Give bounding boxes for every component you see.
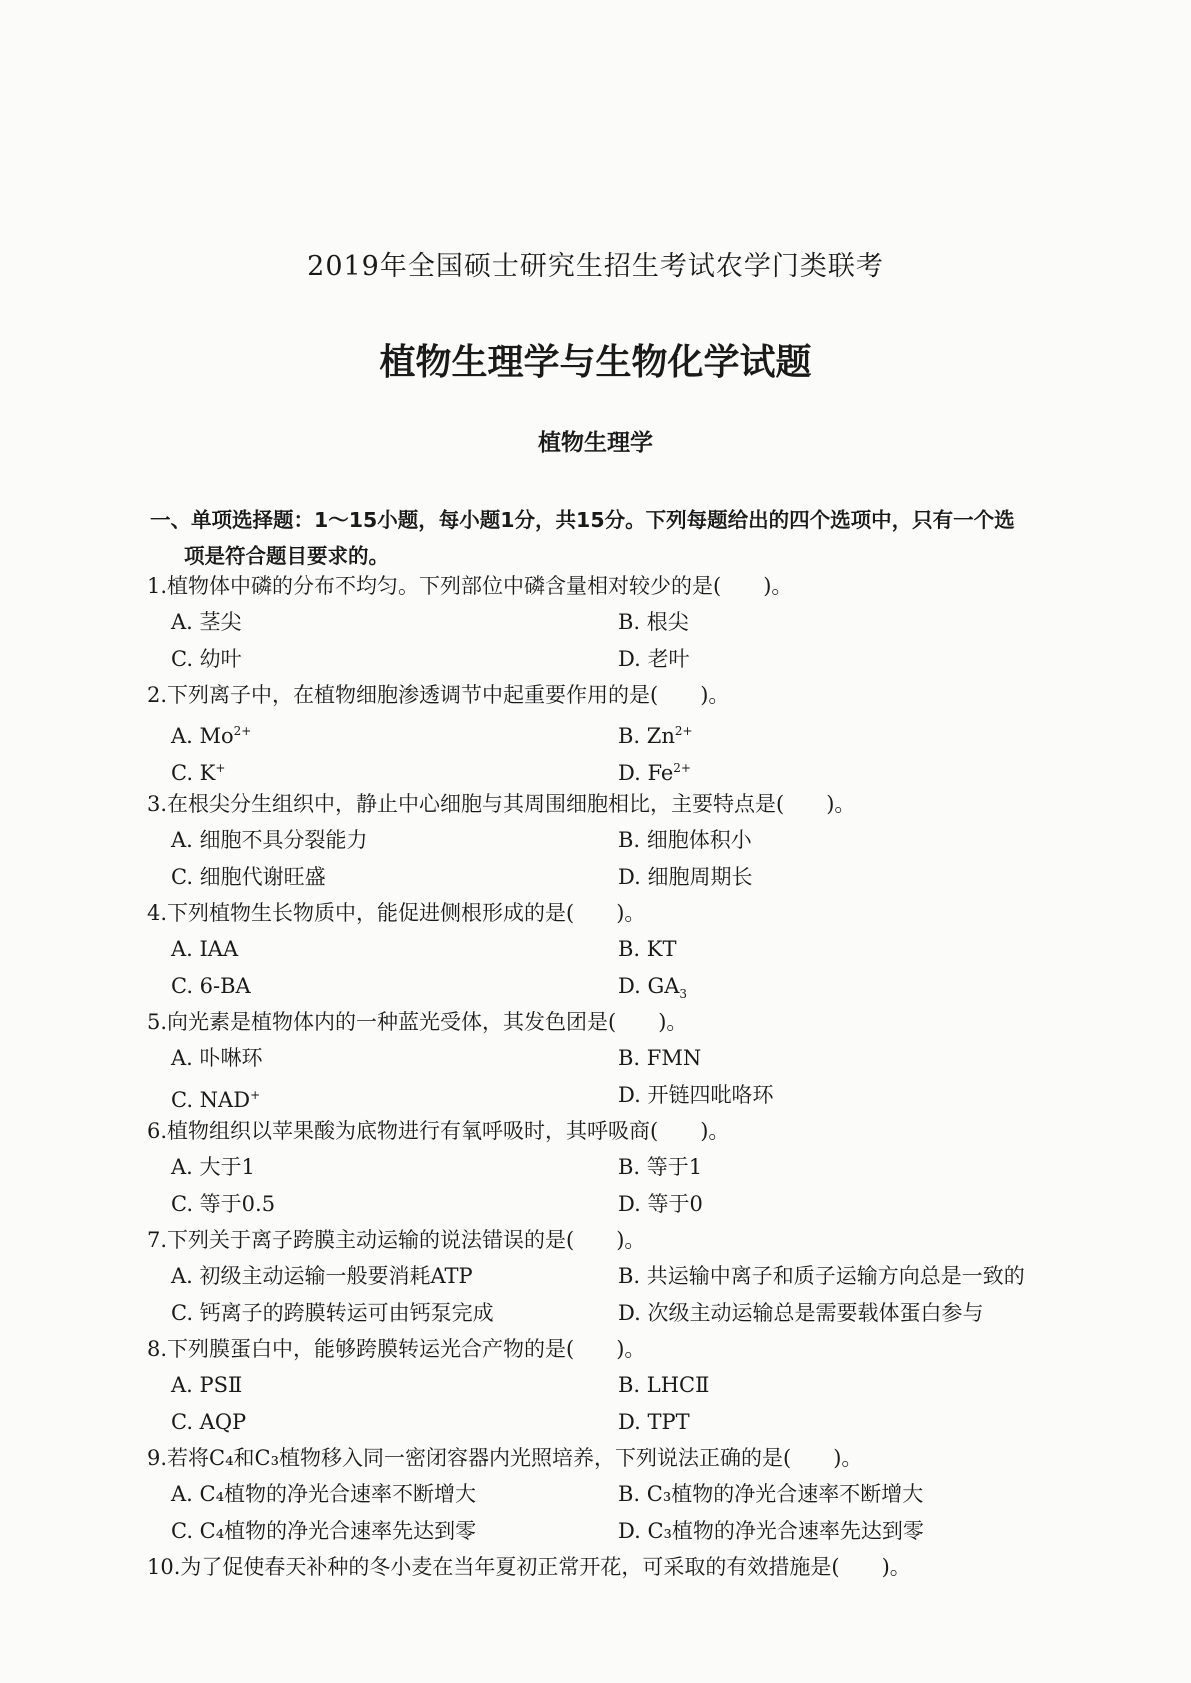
section-title: 植物生理学 bbox=[538, 430, 653, 456]
option-b bbox=[618, 1476, 1065, 1513]
option-d bbox=[618, 641, 1065, 678]
option-text: B. 根尖 bbox=[618, 610, 689, 634]
option-text: B. KT bbox=[618, 937, 677, 961]
option-c bbox=[171, 859, 618, 896]
option-a bbox=[171, 1149, 618, 1186]
option-c bbox=[171, 1186, 618, 1223]
question-stem: 9.若将C₄和C₃植物移入同一密闭容器内光照培养，下列说法正确的是( )。 bbox=[147, 1446, 863, 1470]
question-stem: 3.在根尖分生组织中，静止中心细胞与其周围细胞相比，主要特点是( )。 bbox=[147, 792, 856, 816]
option-d bbox=[618, 750, 1065, 787]
option-b bbox=[618, 1040, 1065, 1077]
option-text: D. 老叶 bbox=[618, 646, 690, 671]
question-9 bbox=[147, 1440, 1137, 1549]
option-d bbox=[618, 1404, 1065, 1441]
option-superscript: + bbox=[250, 1087, 261, 1102]
question-stem: 1.植物体中磷的分布不均匀。下列部位中磷含量相对较少的是( )。 bbox=[147, 574, 793, 598]
option-text: D. 次级主动运输总是需要载体蛋白参与 bbox=[618, 1300, 984, 1325]
option-text: A. IAA bbox=[171, 937, 239, 961]
option-text: B. 共运输中离子和质子运输方向总是一致的 bbox=[618, 1264, 1025, 1288]
option-list bbox=[147, 931, 1137, 1004]
option-text: A. Mo bbox=[171, 724, 234, 748]
option-text: D. Fe bbox=[618, 760, 674, 785]
option-a bbox=[171, 713, 618, 750]
option-c bbox=[171, 750, 618, 787]
question-stem: 2.下列离子中，在植物细胞渗透调节中起重要作用的是( )。 bbox=[147, 683, 730, 707]
question-stem: 5.向光素是植物体内的一种蓝光受体，其发色团是( )。 bbox=[147, 1010, 688, 1034]
question-5 bbox=[147, 1004, 1137, 1113]
question-4 bbox=[147, 895, 1137, 1004]
option-text: A. 大于1 bbox=[171, 1155, 255, 1179]
option-subscript: 3 bbox=[679, 986, 688, 1001]
question-1 bbox=[147, 568, 1137, 677]
option-text: C. K bbox=[171, 760, 216, 785]
option-text: A. 茎尖 bbox=[171, 610, 242, 634]
option-text: D. 开链四吡咯环 bbox=[618, 1082, 774, 1107]
option-text: D. 细胞周期长 bbox=[618, 864, 753, 889]
option-a bbox=[171, 822, 618, 859]
option-text: C. C₄植物的净光合速率先达到零 bbox=[171, 1518, 477, 1543]
option-list bbox=[147, 1476, 1137, 1549]
option-list bbox=[147, 1040, 1137, 1113]
question-stem: 8.下列膜蛋白中，能够跨膜转运光合产物的是( )。 bbox=[147, 1337, 646, 1361]
option-c bbox=[171, 1404, 618, 1441]
option-d bbox=[618, 1513, 1065, 1550]
section-instructions bbox=[150, 502, 1125, 574]
question-3 bbox=[147, 786, 1137, 895]
option-text: C. 幼叶 bbox=[171, 646, 242, 671]
option-text: D. TPT bbox=[618, 1409, 690, 1434]
question-stem: 7.下列关于离子跨膜主动运输的说法错误的是( )。 bbox=[147, 1228, 646, 1252]
question-list bbox=[147, 568, 1137, 1585]
option-list bbox=[147, 1149, 1137, 1222]
option-superscript: + bbox=[215, 760, 226, 775]
option-b bbox=[618, 1149, 1065, 1186]
question-6 bbox=[147, 1113, 1137, 1222]
option-d bbox=[618, 1295, 1065, 1332]
option-d bbox=[618, 1186, 1065, 1223]
question-2 bbox=[147, 677, 1137, 786]
option-text: C. NAD bbox=[171, 1087, 251, 1112]
option-text: D. GA bbox=[618, 973, 680, 998]
option-a bbox=[171, 931, 618, 968]
option-b bbox=[618, 1258, 1065, 1295]
option-text: A. 细胞不具分裂能力 bbox=[171, 828, 368, 852]
paper-title: 植物生理学与生物化学试题 bbox=[379, 342, 812, 383]
question-8 bbox=[147, 1331, 1137, 1440]
option-a bbox=[171, 1258, 618, 1295]
option-b bbox=[618, 713, 1065, 750]
option-c bbox=[171, 1077, 618, 1114]
option-text: D. 等于0 bbox=[618, 1191, 703, 1216]
option-list bbox=[147, 822, 1137, 895]
option-text: B. Zn bbox=[618, 724, 675, 748]
question-stem: 6.植物组织以苹果酸为底物进行有氧呼吸时，其呼吸商( )。 bbox=[147, 1119, 730, 1143]
option-text: C. 细胞代谢旺盛 bbox=[171, 864, 326, 889]
option-list bbox=[147, 1258, 1137, 1331]
option-a bbox=[171, 1040, 618, 1077]
option-b bbox=[618, 604, 1065, 641]
question-7 bbox=[147, 1222, 1137, 1331]
instructions-line-2: 项是符合题目要求的。 bbox=[184, 544, 389, 568]
option-text: B. LHCⅡ bbox=[618, 1373, 710, 1397]
option-b bbox=[618, 931, 1065, 968]
option-superscript: 2+ bbox=[233, 724, 252, 738]
option-superscript: 2+ bbox=[673, 760, 691, 775]
option-list bbox=[147, 713, 1137, 786]
question-stem: 4.下列植物生长物质中，能促进侧根形成的是( )。 bbox=[147, 901, 646, 925]
option-a bbox=[171, 1476, 618, 1513]
option-b bbox=[618, 822, 1065, 859]
option-text: B. FMN bbox=[618, 1046, 702, 1070]
option-text: B. 等于1 bbox=[618, 1155, 703, 1179]
option-a bbox=[171, 1367, 618, 1404]
question-stem: 10.为了促使春天补种的冬小麦在当年夏初正常开花，可采取的有效措施是( )。 bbox=[147, 1555, 911, 1579]
option-d bbox=[618, 1077, 1065, 1114]
option-c bbox=[171, 1295, 618, 1332]
option-text: B. C₃植物的净光合速率不断增大 bbox=[618, 1482, 924, 1506]
option-d bbox=[618, 968, 1065, 1005]
option-text: C. AQP bbox=[171, 1409, 247, 1434]
option-superscript: 2+ bbox=[674, 724, 693, 738]
option-c bbox=[171, 1513, 618, 1550]
option-text: A. C₄植物的净光合速率不断增大 bbox=[171, 1482, 477, 1506]
exam-title: 2019年全国硕士研究生招生考试农学门类联考 bbox=[307, 251, 884, 282]
option-c bbox=[171, 641, 618, 678]
option-text: A. 卟啉环 bbox=[171, 1046, 263, 1070]
question-10 bbox=[147, 1549, 1137, 1585]
option-d bbox=[618, 859, 1065, 896]
option-list bbox=[147, 1367, 1137, 1440]
option-text: B. 细胞体积小 bbox=[618, 828, 752, 852]
option-text: D. C₃植物的净光合速率先达到零 bbox=[618, 1518, 924, 1543]
option-c bbox=[171, 968, 618, 1005]
option-text: C. 钙离子的跨膜转运可由钙泵完成 bbox=[171, 1300, 494, 1325]
option-list bbox=[147, 604, 1137, 677]
option-text: A. 初级主动运输一般要消耗ATP bbox=[171, 1264, 473, 1288]
option-a bbox=[171, 604, 618, 641]
option-b bbox=[618, 1367, 1065, 1404]
option-text: C. 等于0.5 bbox=[171, 1191, 276, 1216]
instructions-line-1: 一、单项选择题：1～15小题，每小题1分，共15分。下列每题给出的四个选项中，只有一个选 bbox=[150, 508, 1015, 532]
option-text: A. PSⅡ bbox=[171, 1373, 243, 1397]
option-text: C. 6-BA bbox=[171, 973, 251, 998]
